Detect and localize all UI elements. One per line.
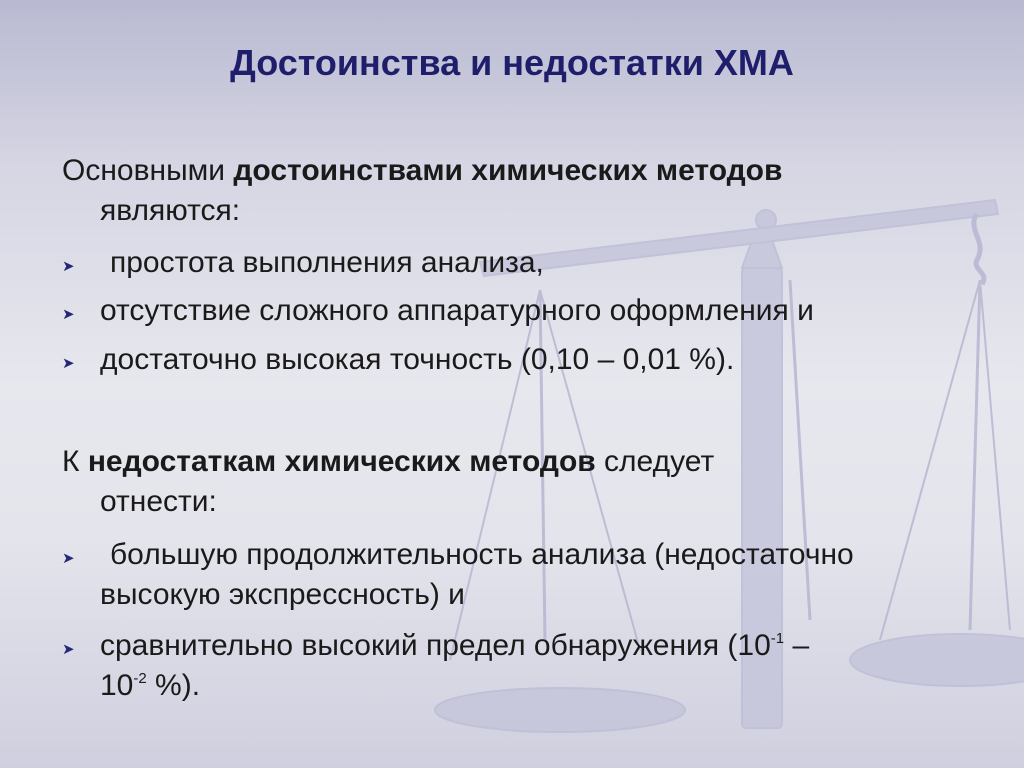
detection-limit-text: сравнительно высокий предел обнаружения (10	[100, 629, 771, 662]
disadvantages-intro-continuation: отнести:	[100, 485, 217, 518]
disadvantages-intro-text-end: следует	[595, 445, 715, 478]
superscript: -2	[133, 670, 147, 687]
slide-title: Достоинства и недостатки ХМА	[230, 42, 794, 83]
disadvantages-intro	[62, 442, 982, 522]
detection-limit-base: 10	[100, 669, 134, 702]
list-item	[62, 340, 962, 380]
list-item	[62, 243, 962, 283]
detection-limit-dash: –	[784, 629, 810, 662]
arrowhead-bullet-icon: ➤	[62, 354, 75, 372]
arrowhead-bullet-icon: ➤	[62, 640, 75, 658]
superscript: -1	[770, 630, 785, 647]
list-item-text	[62, 626, 962, 666]
detection-limit-unit: %).	[146, 669, 201, 702]
list-item-text: большую продолжительность анализа (недостаточно	[110, 538, 854, 571]
list-item-text-continuation: высокую экспрессность) и	[100, 578, 465, 611]
list-item-text: простота выполнения анализа,	[110, 246, 544, 279]
disadvantages-intro-bold: недостаткам химических методов	[87, 445, 596, 478]
arrowhead-bullet-icon: ➤	[62, 305, 75, 323]
list-item	[62, 291, 962, 331]
arrowhead-bullet-icon: ➤	[62, 549, 75, 567]
list-item-text-continuation	[62, 666, 962, 706]
arrowhead-bullet-icon: ➤	[62, 257, 75, 275]
list-item-text: отсутствие сложного аппаратурного оформления и	[100, 294, 814, 327]
advantages-intro-continuation: являются:	[100, 194, 241, 227]
list-item	[62, 626, 962, 706]
advantages-intro-bold: достоинствами химических методов	[233, 154, 783, 187]
disadvantages-intro-text: К	[62, 445, 88, 478]
list-item	[62, 535, 962, 615]
advantages-intro-text: Основными	[62, 154, 234, 187]
advantages-intro	[62, 151, 982, 231]
list-item-text: достаточно высокая точность (0,10 – 0,01 %).	[100, 343, 735, 376]
